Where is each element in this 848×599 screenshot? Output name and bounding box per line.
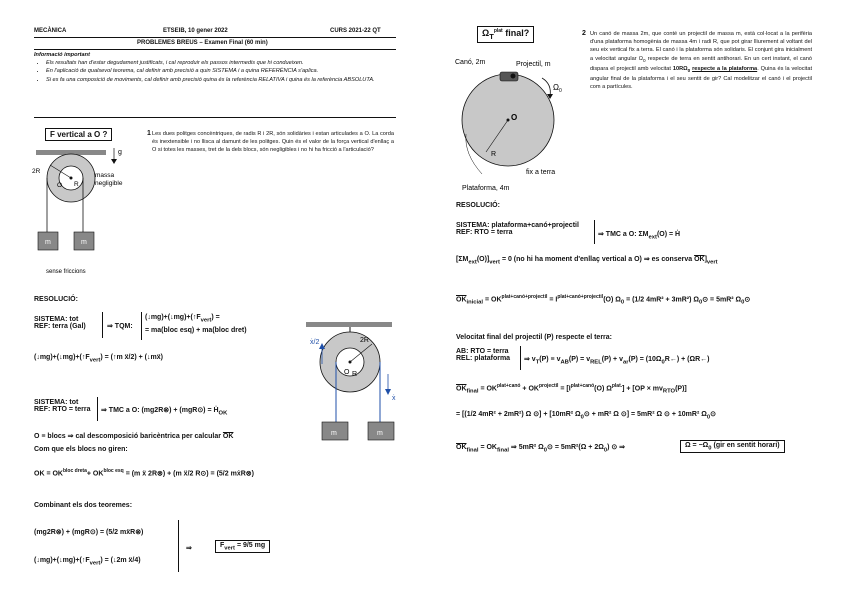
header-date: ETSEIB, 10 gener 2022 <box>163 28 228 34</box>
p2-tmc: ⇒ TMC a O: $\Sigma M_{ext}(O)$ = Ḣ <box>598 231 681 241</box>
p2-title: $\Omega_T^{plat}$ final? <box>477 26 534 43</box>
p2-ab-block <box>456 348 510 362</box>
p2-ref: REF: RTO = terra <box>456 229 513 236</box>
p1-result: $F_{vert} = 9/5$ mg <box>215 540 270 553</box>
p1-tqm-a: $(↓mg)+(↓mg)+(↑F_{vert})$ = <box>145 314 220 324</box>
p2-cons: $[\Sigma M_{ext}(O)]_{vert} = 0$ (no hi ha moment d'enllaç vertical a O) ⇒ es conserva $\overline{OK}]_{vert}$ <box>456 256 718 266</box>
p1-sys2: SISTEMA: tot <box>34 399 79 406</box>
info-box <box>34 51 396 84</box>
p1-fig2-xdot: ẋ <box>392 395 396 402</box>
p2-fig-plat: Plataforma, 4m <box>462 185 510 192</box>
p1-fig-caption: sense friccions <box>46 269 86 275</box>
p1-ref2: REF: RTO = terra <box>34 406 91 413</box>
p1-implies: ⇒ <box>186 545 192 552</box>
p1-figure-2 <box>298 318 408 448</box>
p2-sys: SISTEMA: plataforma+canó+projectil <box>456 222 579 229</box>
p2-sys-block <box>456 222 579 236</box>
header-title: PROBLEMES BREUS – Examen Final (60 min) <box>137 40 268 46</box>
p1-fig-mass: massa <box>95 172 115 179</box>
p1-c1: (mg2R⊗) + (mgR⊙) = (5/2 mẍR⊗) <box>34 529 144 536</box>
p2-ab: AB: RTO = terra <box>456 348 509 355</box>
p1-hk: OK = $OK^{bloc dreta}+ OK^{bloc esq} = (m$ ẍ 2R⊗) + (m ẍ/2 R⊙) = (5/2 mẋR⊗) <box>34 468 254 478</box>
p1-fig-m1: m <box>45 239 51 246</box>
p2-statement: Un canó de massa 2m, que conté un projectil de massa m, està col·locat a la perifèria d'una plataforma homogènia de massa 4m i radi R, que pot girar lliurement al voltant del seu eix vertical fix a terra. El canó i la plataforma són solidaris. El conjunt gira inicialment a velocitat angular $\Omega_0$ respecte de terra en sentit antihorari. En un cert instant, el canó dispara el projectil amb velocitat $10R\Omega_0$ respecte a la plataforma. Quina és la velocitat angular final de la plataforma i el seu sentit de gir? Cal modelitzar el canó i el projectil com a partícules. <box>590 31 813 91</box>
p1-fig-negl: negligible <box>95 180 123 187</box>
p2-vel-eq: ⇒ $v_T(P) \equiv v_{AB}(P) = v_{REL}(P) + v_{ar}(P)$ = $(10\Omega_0R\leftarrow)$ + (ΩR←) <box>524 356 710 366</box>
p2-fig-fix: fix a terra <box>526 169 556 176</box>
p1-fig2-m1: m <box>331 430 337 437</box>
p1-fig2-xdot2: ẋ/2 <box>310 339 320 346</box>
p1-combine: Combinant els dos teoremes: <box>34 502 133 509</box>
p2-fig-cano: Canó, 2m <box>455 59 486 66</box>
p1-title: F vertical a O ? <box>45 128 112 141</box>
p1-fig-2r: 2R <box>32 168 41 175</box>
p1-fig2-o: O <box>344 369 350 376</box>
p1-fig2-m2: m <box>377 430 383 437</box>
p1-ref1: REF: terra (Gal) <box>34 323 86 330</box>
p1-fig2-r: R <box>352 371 358 378</box>
p1-resolucio: RESOLUCIÓ: <box>34 296 78 303</box>
p2-figure <box>452 54 582 196</box>
p2-last: $\overline{OK}_{final} = OK_{final}$ ⇒ 5mR² $\Omega_0⊙ = 5mR^2(\Omega + 2\Omega_0)$ ⊙ ⇒ <box>456 444 626 454</box>
p1-tmc: ⇒ TMC a O: (mg2R⊗) + (mgR⊙) = Ḣ$_{OK}$ <box>101 407 228 417</box>
p1-tqm: ⇒ TQM: <box>107 323 133 330</box>
p2-result: $\Omega = -\Omega_0$ (gir en sentit horari) <box>680 440 785 453</box>
p1-fig-o: O <box>57 182 63 189</box>
p2-fig-o: O <box>511 113 518 122</box>
p1-tqm-b: = ma(bloc esq) + ma(bloc dret) <box>145 327 247 334</box>
p1-c2: $(↓mg)+(↓mg)+(↑F_{vert})$ = (↓2m ẍ/4) <box>34 557 141 567</box>
p1-statement: Les dues politges concèntriques, de radis R i 2R, són solidàries i estan articulades a O. La corda és inextensible i no llisca al damunt de les politges. Quin és el valor de la força vertical d'enllaç a O si totes les masses, tret de la dels blocs, són negligibles i no hi ha fricció a l'articulació? <box>152 131 394 154</box>
p2-fig-proj: Projectil, m <box>516 61 551 68</box>
p2-number: 2 <box>582 30 586 37</box>
p1-tqm-block <box>34 316 86 330</box>
p1-fig-g: g <box>118 149 122 156</box>
p2-rel: REL: plataforma <box>456 355 511 362</box>
p2-fig-r: R <box>491 151 497 158</box>
info-note: • En l'aplicació de qualsevol teorema, cal definir amb precisió a quin SISTEMA i a quina REFERÈNCIA s'aplica. <box>46 67 396 75</box>
p2-fin2: = [(1/2 4mR² + 2mR²) Ω ⊙] + [10mR² $\Omega_0⊙ + mR^2$ Ω ⊙] = 5mR² Ω ⊙ + 10mR² $\Omega_0⊙$ <box>456 411 716 421</box>
p2-fin1: $\overline{OK}_{final} = OK^{plat+canó} + OK^{projectil} = [I^{plat+canó}(O) \Omega^{plat.}] + [OP \times mv_{RTO}(P)]$ <box>456 383 687 395</box>
info-title: Informació important <box>34 52 90 58</box>
p1-fig-m2: m <box>81 239 87 246</box>
p2-resolucio: RESOLUCIÓ: <box>456 202 500 209</box>
p1-note2: Com que els blocs no giren: <box>34 446 128 453</box>
header-course: CURS 2021-22 QT <box>330 28 381 34</box>
info-note: • Els resultats han d'estar degudament justificats, i cal reproduir els passos intermedis que hi condueixen. <box>46 59 396 67</box>
p2-eq1: $\overline{OK}_{inicial} = OK^{plat+canó+projectil} = I^{plat+canó+projectil}(O) \Omega_0 = (1/2$ 4mR² + 3mR²) $\Omega_0⊙ = 5mR^2$ $\Omega_0⊙$ <box>456 294 751 306</box>
info-note: • Si es fa una composició de moviments, cal definir amb precisió quina és la referència RELATIVA i quina és la referència ABSOLUTA. <box>46 76 396 84</box>
p1-note1: O ≡ blocs ⇒ cal descomposició baricèntrica per calcular $\overline{OK}$ <box>34 433 234 440</box>
p1-fig2-2r: 2R <box>360 337 369 344</box>
p2-vel-title: Velocitat final del projectil (P) respecte el terra: <box>456 334 612 341</box>
p1-tqm-line: $(↓mg)+(↓mg)+(↑F_{vert})$ = (↑m ẍ/2) + (↓mẍ) <box>34 354 163 364</box>
p2-fig-omega: $\Omega_0$ <box>553 83 562 94</box>
header-subject: MECÀNICA <box>34 28 67 34</box>
p1-sys1: SISTEMA: tot <box>34 316 79 323</box>
p1-figure <box>30 140 140 280</box>
p1-tmc-block <box>34 399 90 413</box>
p1-number: 1 <box>147 130 151 137</box>
info-notes <box>34 59 396 84</box>
p1-fig-r: R <box>74 181 79 188</box>
